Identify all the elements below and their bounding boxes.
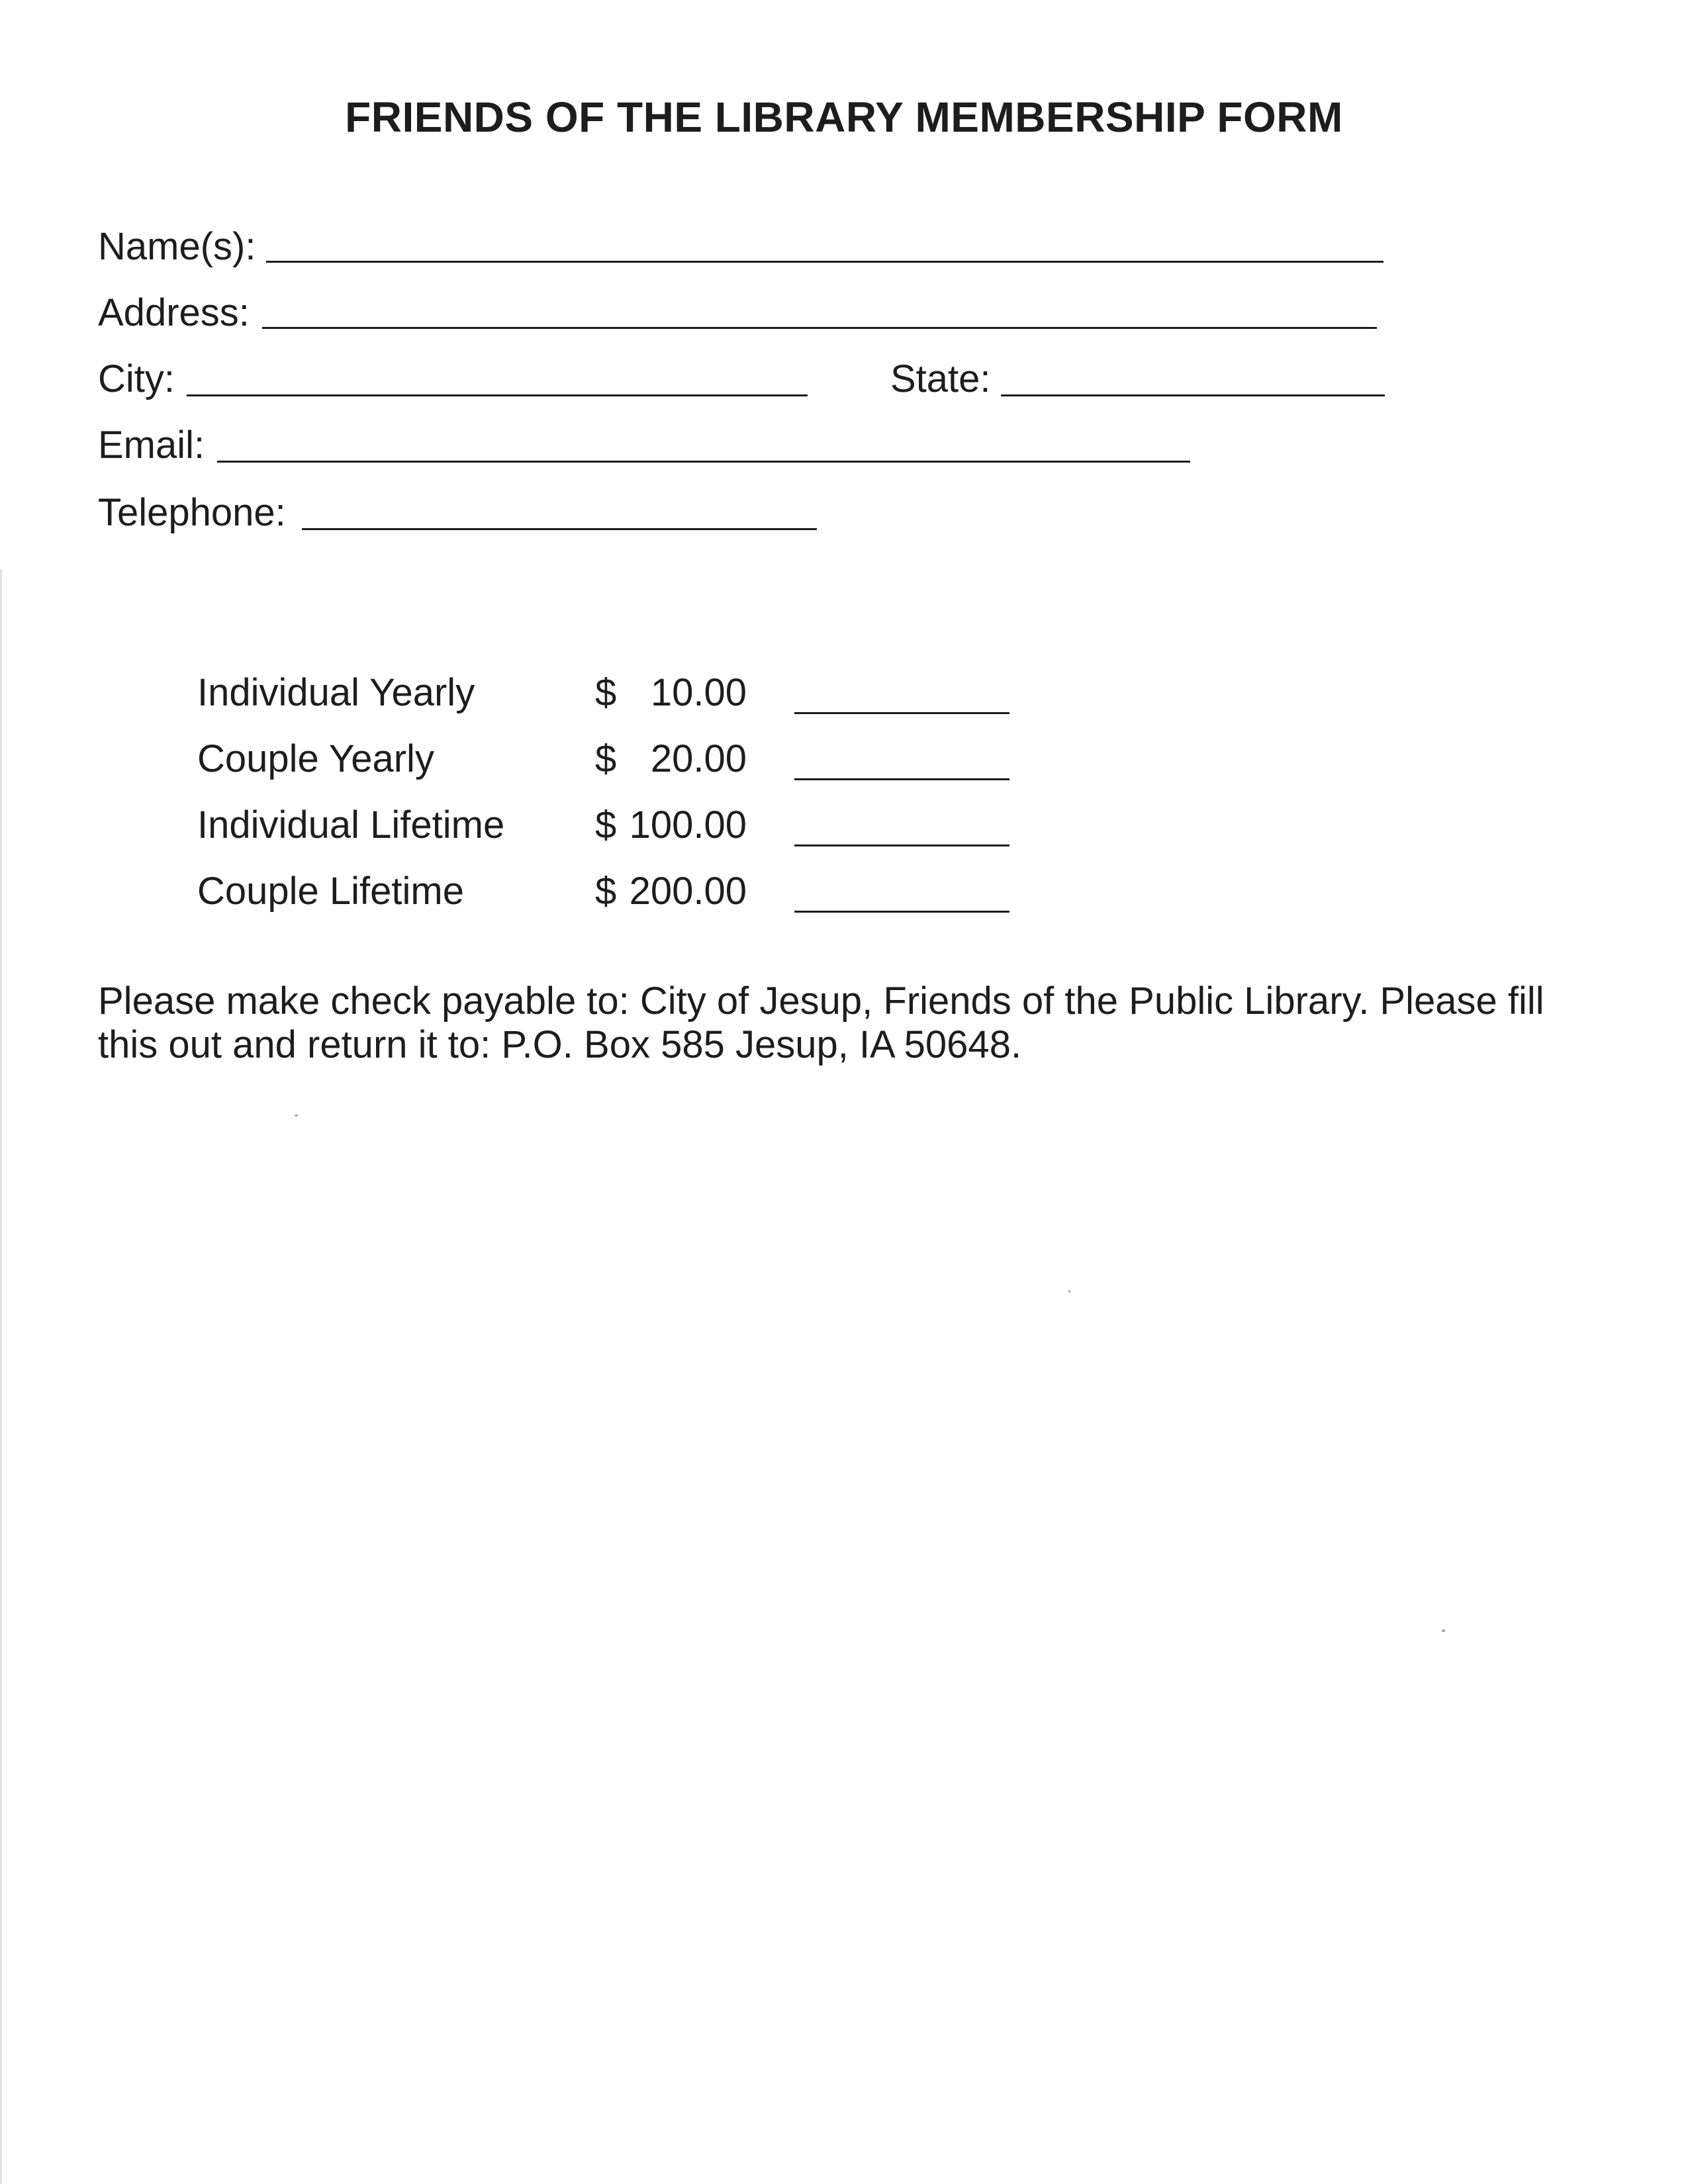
scan-speck bbox=[295, 1115, 298, 1116]
telephone-input-line[interactable] bbox=[302, 528, 817, 530]
currency-symbol: $ bbox=[595, 803, 617, 846]
membership-label: Individual Yearly bbox=[197, 671, 475, 714]
form-title: FRIENDS OF THE LIBRARY MEMBERSHIP FORM bbox=[345, 93, 1343, 141]
city-input-line[interactable] bbox=[187, 394, 808, 396]
state-input-line[interactable] bbox=[1001, 394, 1385, 396]
email-input-line[interactable] bbox=[217, 461, 1190, 463]
email-label: Email: bbox=[98, 424, 205, 467]
currency-symbol: $ bbox=[595, 737, 617, 780]
membership-entry-line[interactable] bbox=[794, 712, 1009, 714]
city-label: City: bbox=[98, 357, 175, 400]
membership-label: Couple Yearly bbox=[197, 737, 434, 780]
currency-symbol: $ bbox=[595, 671, 617, 714]
membership-entry-line[interactable] bbox=[794, 844, 1009, 846]
currency-symbol: $ bbox=[595, 870, 617, 913]
state-label: State: bbox=[890, 357, 991, 400]
membership-amount: 100.00 bbox=[629, 803, 747, 846]
names-input-line[interactable] bbox=[266, 261, 1383, 263]
address-input-line[interactable] bbox=[262, 327, 1377, 329]
address-label: Address: bbox=[98, 291, 250, 334]
membership-entry-line[interactable] bbox=[794, 911, 1009, 913]
membership-entry-line[interactable] bbox=[794, 778, 1009, 780]
scan-speck bbox=[1068, 1291, 1070, 1293]
membership-amount: 20.00 bbox=[650, 737, 747, 780]
membership-label: Couple Lifetime bbox=[197, 870, 464, 913]
membership-amount: 200.00 bbox=[629, 870, 747, 913]
scan-speck bbox=[1442, 1629, 1445, 1632]
names-label: Name(s): bbox=[98, 225, 256, 268]
membership-amount: 10.00 bbox=[650, 671, 747, 714]
telephone-label: Telephone: bbox=[98, 491, 286, 534]
payment-instructions: Please make check payable to: City of Jesup, Friends of the Public Library. Please fill this out and return it to: P.O. Box 585 Jesup, IA 50648. bbox=[98, 979, 1544, 1066]
scan-edge bbox=[0, 569, 2, 2184]
membership-label: Individual Lifetime bbox=[197, 803, 505, 846]
